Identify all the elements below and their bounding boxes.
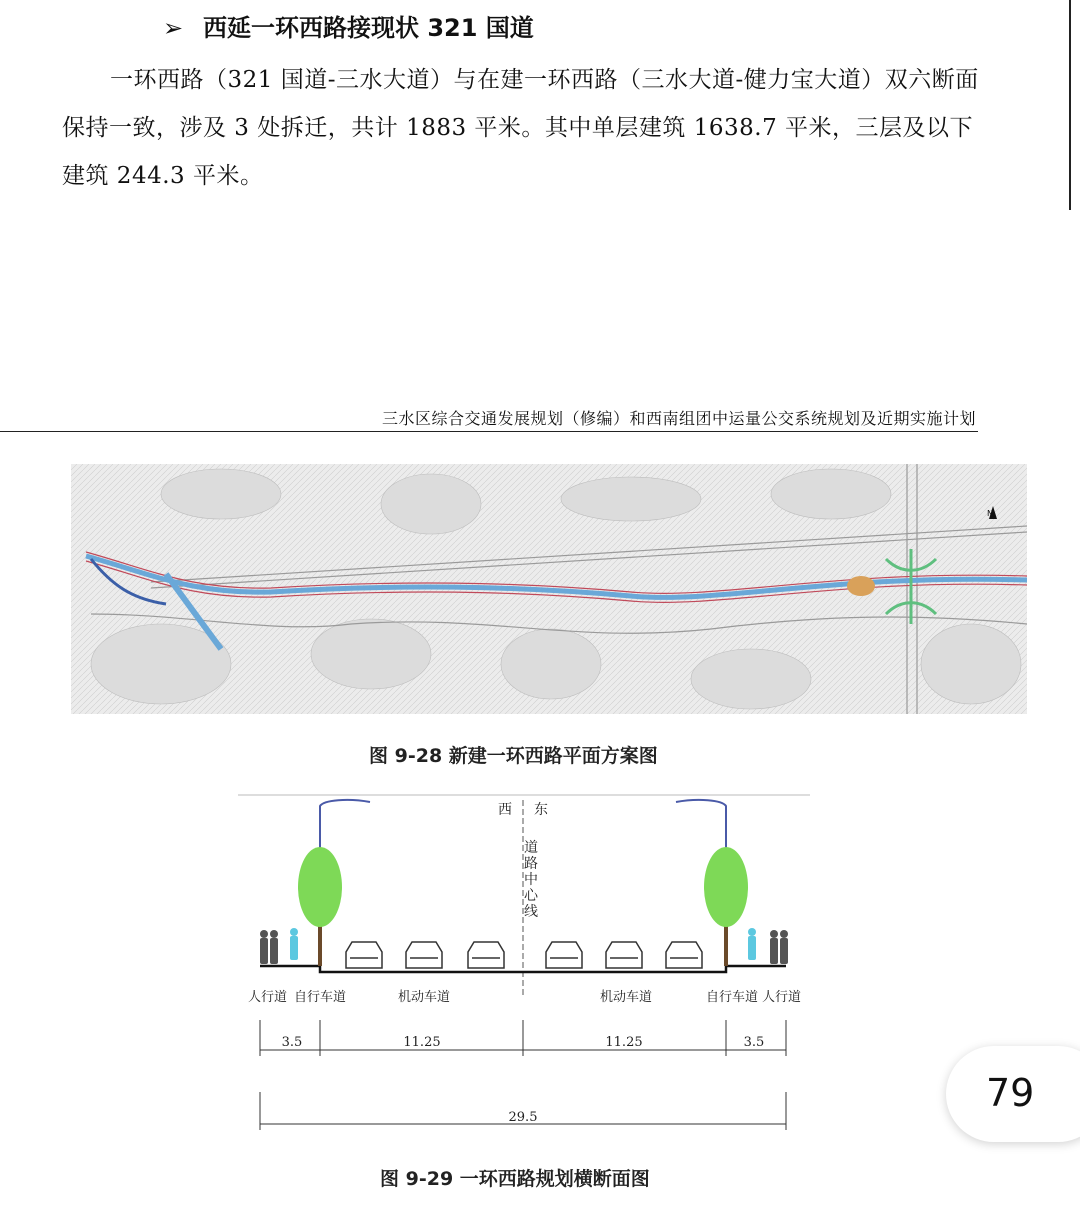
lane-label: 人行道 [762,990,802,1005]
pedestrian-left-icon [260,930,278,964]
lane-label: 自行车道 [706,990,759,1005]
lane-label: 机动车道 [398,990,451,1005]
dimension-value: 11.25 [403,1035,441,1050]
tree-left-icon [298,847,342,966]
total-width: 29.5 [508,1110,538,1125]
arrow-bullet-icon: ➢ [163,14,184,42]
car-icon [346,942,382,968]
direction-east: 东 [534,802,548,818]
car-icon [468,942,504,968]
tree-right-icon [704,847,748,966]
svg-text:N: N [987,509,993,518]
pedestrian-right-icon [770,930,788,964]
cyclist-right-icon [748,928,756,960]
section-heading [163,8,534,43]
cyclist-left-icon [290,928,298,960]
figure-caption-9-28: 图 9-28 新建一环西路平面方案图 [369,745,658,767]
page-edge-line [1069,0,1071,210]
direction-west: 西 [498,802,512,818]
car-icon [406,942,442,968]
cross-section-diagram [238,792,810,1137]
car-icon [666,942,702,968]
lane-label: 自行车道 [294,990,347,1005]
page-number: 79 [986,1071,1035,1115]
body-paragraph: 一环西路（321 国道-三水大道）与在建一环西路（三水大道-健力宝大道）双六断面保持一致，涉及 3 处拆迁，共计 1883 平米。其中单层建筑 1638.7 平米，三层及以下建筑 244.3 平米。 [62,67,979,189]
dimension-value: 3.5 [281,1035,303,1050]
lane-label: 机动车道 [600,990,653,1005]
centerline-label: 道路中心线 [524,840,538,920]
heading-text: 西延一环西路接现状 321 国道 [203,14,534,42]
figure-caption-9-29: 图 9-29 一环西路规划横断面图 [380,1168,650,1190]
page-number-badge [946,1046,1080,1142]
dimension-value: 3.5 [743,1035,765,1050]
demolition-area [847,576,875,596]
car-icon [606,942,642,968]
cars [346,942,702,968]
plan-map [71,464,1027,714]
running-header: 三水区综合交通发展规划（修编）和西南组团中运量公交系统规划及近期实施计划 [381,409,976,428]
header-rule [0,431,978,432]
dimension-value: 11.25 [605,1035,643,1050]
car-icon [546,942,582,968]
lane-label: 人行道 [248,990,288,1005]
